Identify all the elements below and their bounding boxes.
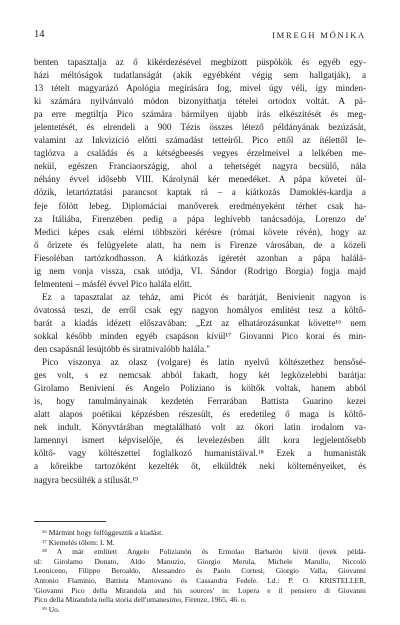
text-line: felmenteni – másfél évvel Pico halála előtt. xyxy=(34,278,192,289)
text-line: nagyra becsülték a stílusát.¹⁹ xyxy=(34,474,139,485)
running-header xyxy=(34,29,366,43)
running-head-author: IMREGH MÓNIKA xyxy=(272,30,366,40)
footnote-divider xyxy=(34,521,106,522)
text-line: ő őrizete és felügyelete alatt, ha nem is Firenze városában, de a közeli xyxy=(34,239,366,250)
text-line: valamint az Inkvizíció előtti számadást tetteiről. Pico ettől az ítélettől le- xyxy=(34,135,366,146)
text-line: lamennyi ismert képviselője, és levelezésben állt kora legjelentősebb xyxy=(34,435,366,446)
footnote-line: ¹⁶ Mármint hogy felfüggesztik a kiadást. xyxy=(42,528,164,537)
text-line: Girolamo Benivieni és Angelo Poliziano is költők voltak, hanem abból xyxy=(34,383,366,394)
footnotes xyxy=(34,528,366,614)
text-line: házi méltóságok tudatlanságát (akik egyébként végig sem hallgatják), a xyxy=(34,70,366,81)
text-line: jelentetését, és elrendeli a 900 Tézis összes létező példányának bezúzását, xyxy=(34,122,366,133)
text-line: költő- vagy költészettel foglalkozó humanistáival.¹⁸ Ezek a humanisták xyxy=(34,448,366,459)
text-line: Pico viszonya az olasz (volgare) és latin nyelvű költészethez bensősé- xyxy=(42,357,366,368)
text-line: taglózva a családás és a kétségbeesés vegyes érzelmeivel a lelkében me- xyxy=(34,148,366,159)
text-line: óvatossá teszi, de erről csak egy nagyon homályos említést tesz a költő- xyxy=(34,304,366,315)
text-line: feje fölött lebeg. Diplomáciai manőverek eredményeként térhet csak ha- xyxy=(34,200,366,211)
text-line: Fiesoléban tartózkodhasson. A kiátkozás ígéretét azonban a pápa halálá- xyxy=(34,252,366,263)
footnote-line: ¹⁷ Kiemelés tőlem: I. M. xyxy=(42,537,115,547)
text-line: nek indult. Könyvtárában megtalálható volt az ókori latin irodalom va- xyxy=(34,422,366,433)
page-number: 14 xyxy=(34,29,45,40)
text-line: ig nem vonja vissza, csak utódja, VI. Sándor (Rodrigo Borgia) fogja majd xyxy=(34,265,366,276)
footnote-line: Antonio Flaminio, Battista Mantovano és Cassandra Fedele. Ld.: P. O. KRISTELLER, xyxy=(34,575,366,585)
main-text xyxy=(34,56,366,487)
footnote-line: ul: Girolamo Donato, Aldo Manuzio, Giorgio Merula, Michele Marullo, Niccolò xyxy=(34,556,366,566)
footnote-line: ¹⁹ Uo. xyxy=(42,604,60,614)
text-line: ki számára nyilvánvaló módon bizonyíthatja tételei ortodox voltát. A pá- xyxy=(34,96,366,107)
text-line: sokkal később minden egyéb csapáson kívül¹⁷ Giovanni Pico korai és min- xyxy=(34,330,366,341)
text-line: alatt alapos poétikai képzésben részesült, és eredetileg ő maga is költő- xyxy=(34,409,366,420)
text-line: dözik, letartóztatási parancsot kaptak rá – a kiátkozás Damoklés-kardja a xyxy=(34,187,366,198)
footnote-line: Pico della Mirandola nella storia dell'umanesimo, Firenze, 1965, 46. o. xyxy=(34,595,247,605)
text-line: nekül, egészen Franciaországig, ahol a tehetségét nagyra becsülő, nála xyxy=(34,161,366,172)
text-line: barát a kiadás idézett előszavában: „Ezt az elhatározásunkat követte¹⁶ nem xyxy=(34,317,366,328)
text-line: néhány évvel idősebb VIII. Károlynál kér menedéket. A pápa követei ül- xyxy=(34,174,366,185)
text-line: den csapásnál lesújtóbb és siratnivalóbb halála." xyxy=(34,344,211,355)
footnote-line: 'Giovanni Pico della Mirandola and his sources' in: Lopera e il pensiero di Giovanni xyxy=(34,585,366,595)
text-line: Ez a tapasztalat az teház, ami Picót és barátját, Benivienit nagyon is xyxy=(42,291,366,302)
text-line: pa erre megtiltja Pico számára bármilyen újabb írás elkészítését és meg- xyxy=(34,109,366,120)
text-line: is, hogy tanulmányainak kezdetén Ferrarában Battista Guarino kezei xyxy=(34,396,366,407)
text-line: Medici képes csak elérni többszöri kérésre (római követe révén), hogy az xyxy=(34,226,366,237)
text-line: za Itáliába, Firenzében pedig a pápa leghívebb tanácsadója, Lorenzo de' xyxy=(34,213,366,224)
text-line: ges volt, s ez nemcsak abból fakadt, hogy két legközelebbi barátja: xyxy=(34,370,366,381)
text-line: a kőreikbe tartozóként kezelték őt, elküldték neki költeményeiket, és xyxy=(34,461,366,472)
footnote-line: ¹⁸ A már említett Angelo Polizianón és Ermolao Barbarón kívül íjevek példá- xyxy=(42,547,366,557)
text-line: benten tapasztalja az ő kikérdezésével megbízott püspökök és egyéb egy- xyxy=(34,57,366,67)
footnote-line: Leoniceno, Filippo Beroaldo, Alessandro és Paolo Cortesi, Giorgio Valla, Giovanni xyxy=(34,566,366,576)
text-line: 13 tételt magyarázó Apológia megírására fog, mivel úgy véli, így minden- xyxy=(34,83,366,94)
